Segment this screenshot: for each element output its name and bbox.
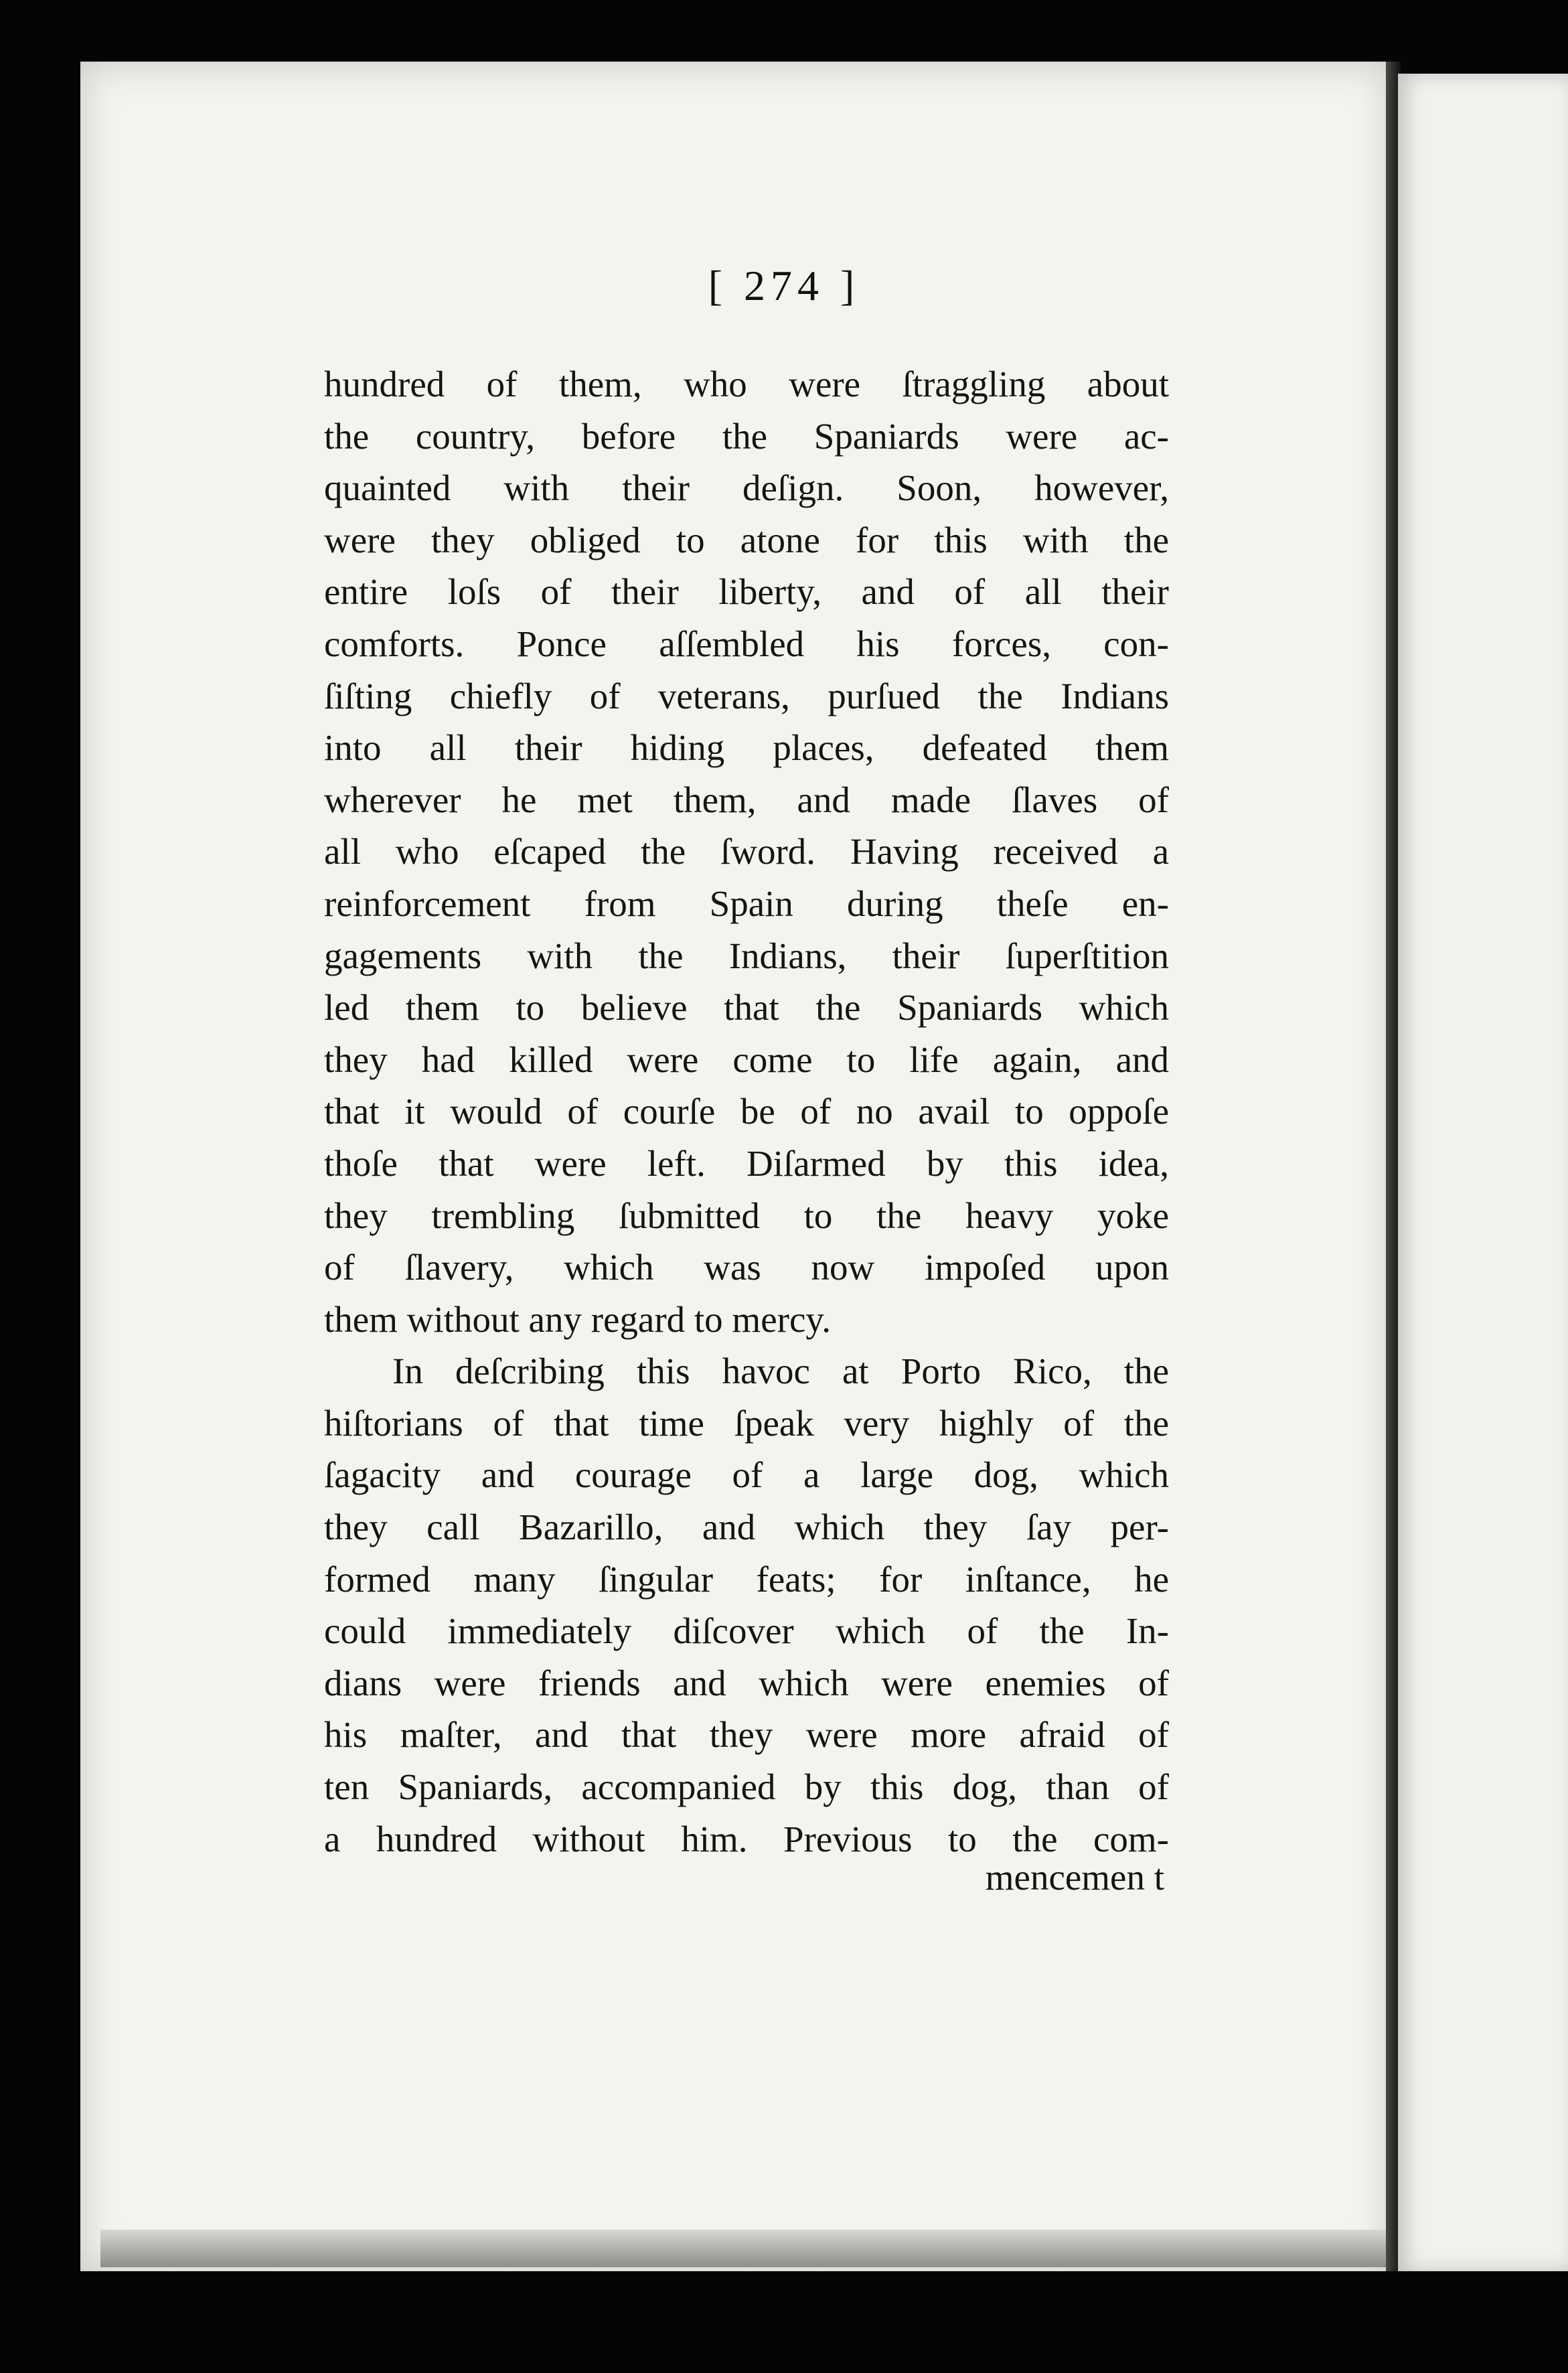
paragraph-first-line: In deſcribing this havoc at Porto Rico, the (392, 1351, 1169, 1392)
paragraph-end-line: them without any regard to mercy. (324, 1298, 832, 1340)
text-line: his maſter, and that they were more afraid of (324, 1714, 1169, 1756)
adjacent-page-edge (1398, 74, 1568, 2271)
text-line: entire loſs of their liberty, and of all their (324, 571, 1169, 613)
text-line: they call Bazarillo, and which they ſay per- (324, 1507, 1169, 1548)
text-line: hundred of them, who were ſtraggling about (324, 364, 1169, 404)
text-line: all who eſcaped the ſword. Having received a (324, 831, 1169, 872)
text-line: ten Spaniards, accompanied by this dog, than of (324, 1766, 1169, 1808)
text-line: reinforcement from Spain during theſe en- (324, 883, 1169, 924)
catchword: mencemen t (985, 1857, 1164, 1898)
text-line: that it would of courſe be of no avail to oppoſe (324, 1091, 1169, 1132)
text-line: ſiſting chiefly of veterans, purſued the Indians (324, 675, 1169, 716)
page-bottom-edge (100, 2230, 1393, 2267)
text-line: could immediately diſcover which of the In- (324, 1610, 1169, 1652)
text-line: ſagacity and courage of a large dog, which (324, 1454, 1169, 1496)
text-line: formed many ſingular feats; for inſtance, he (324, 1558, 1169, 1600)
page-number: [ 274 ] (708, 262, 860, 309)
text-line: hiſtorians of that time ſpeak very highly of the (324, 1402, 1169, 1444)
text-line: a hundred without him. Previous to the com- (324, 1818, 1169, 1859)
text-line: they had killed were come to life again, and (324, 1039, 1169, 1080)
text-line: they trembling ſubmitted to the heavy yoke (324, 1195, 1169, 1236)
text-line: quainted with their deſign. Soon, however, (324, 467, 1169, 509)
text-line: into all their hiding places, defeated them (324, 727, 1169, 769)
text-line: dians were friends and which were enemies of (324, 1662, 1169, 1703)
text-line: led them to believe that the Spaniards which (324, 987, 1169, 1028)
body-text (324, 358, 1169, 1865)
text-line: the country, before the Spaniards were ac- (324, 415, 1169, 457)
text-line: were they obliged to atone for this with the (324, 519, 1169, 560)
text-line: gagements with the Indians, their ſuperſtition (324, 935, 1169, 976)
text-line: of ſlavery, which was now impoſed upon (324, 1247, 1169, 1288)
text-line: thoſe that were left. Diſarmed by this idea, (324, 1142, 1169, 1184)
text-line: comforts. Ponce aſſembled his forces, con- (324, 623, 1169, 664)
text-line: wherever he met them, and made ſlaves of (324, 779, 1169, 820)
